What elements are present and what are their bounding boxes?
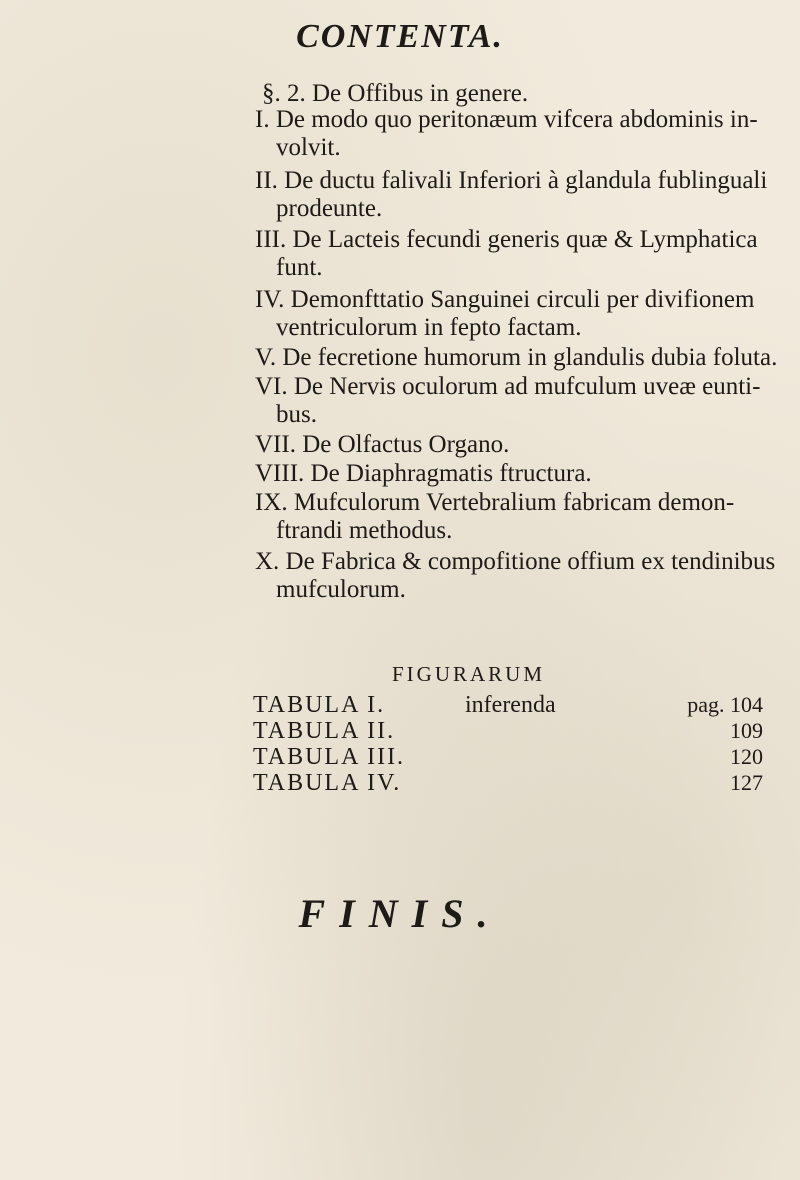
entry-line: II. De ductu falivali Inferiori à glandula fublinguali [255,167,768,194]
entry-line: ftrandi methodus. [276,517,453,544]
entry-line: I. De modo quo peritonæum vifcera abdominis in- [255,106,758,133]
page-number: pag. 104 [687,692,763,717]
entry-V [255,344,777,372]
table-row [253,770,763,796]
entry-line: III. De Lacteis fecundi generis quæ & Lymphatica [255,226,758,253]
entry-IV [255,286,754,342]
inferenda-text: inferenda [465,692,556,718]
entry-I [255,106,758,162]
entry-line: §. 2. De Offibus in genere. [262,80,529,107]
figurarum-heading: FIGURARUM [392,662,546,686]
page-number: 109 [730,718,763,743]
entry-line: funt. [276,254,323,281]
entry-VI [255,373,760,429]
entry-line: mufculorum. [276,576,406,603]
tabula-label: TABULA I. [253,692,386,718]
entry-line: prodeunte. [276,195,383,222]
page-number: 127 [730,770,763,795]
entry-II [255,167,767,223]
entry-line: X. De Fabrica & compofitione offium ex tendinibus [255,548,776,575]
page-number: 120 [730,744,763,769]
entry-line: volvit. [276,134,341,161]
entry-line: VIII. De Diaphragmatis ftructura. [255,460,592,487]
entry-line: IV. Demonfttatio Sanguinei circuli per divifionem [255,286,755,313]
entry-VII [255,431,509,459]
entry-X [255,548,775,604]
finis-text: FINIS. [298,891,502,936]
page-header: CONTENTA. [296,18,504,55]
entry-IX [255,489,734,545]
tabula-label: TABULA III. [253,744,406,770]
entry-III [255,226,758,282]
entry-line: VI. De Nervis oculorum ad mufculum uveæ eunti- [255,373,761,400]
entry-line: V. De fecretione humorum in glandulis dubia foluta. [255,344,778,371]
table-row [253,692,763,718]
entry-line: VII. De Olfactus Organo. [255,431,510,458]
entry-section-2 [262,80,528,108]
entry-VIII [255,460,592,488]
table-row [253,744,763,770]
tabula-label: TABULA IV. [253,770,402,796]
tabula-label: TABULA II. [253,718,396,744]
table-row [253,718,763,744]
entry-line: ventriculorum in fepto factam. [276,314,582,341]
entry-line: bus. [276,401,317,428]
entry-line: IX. Mufculorum Vertebralium fabricam demon- [255,489,735,516]
